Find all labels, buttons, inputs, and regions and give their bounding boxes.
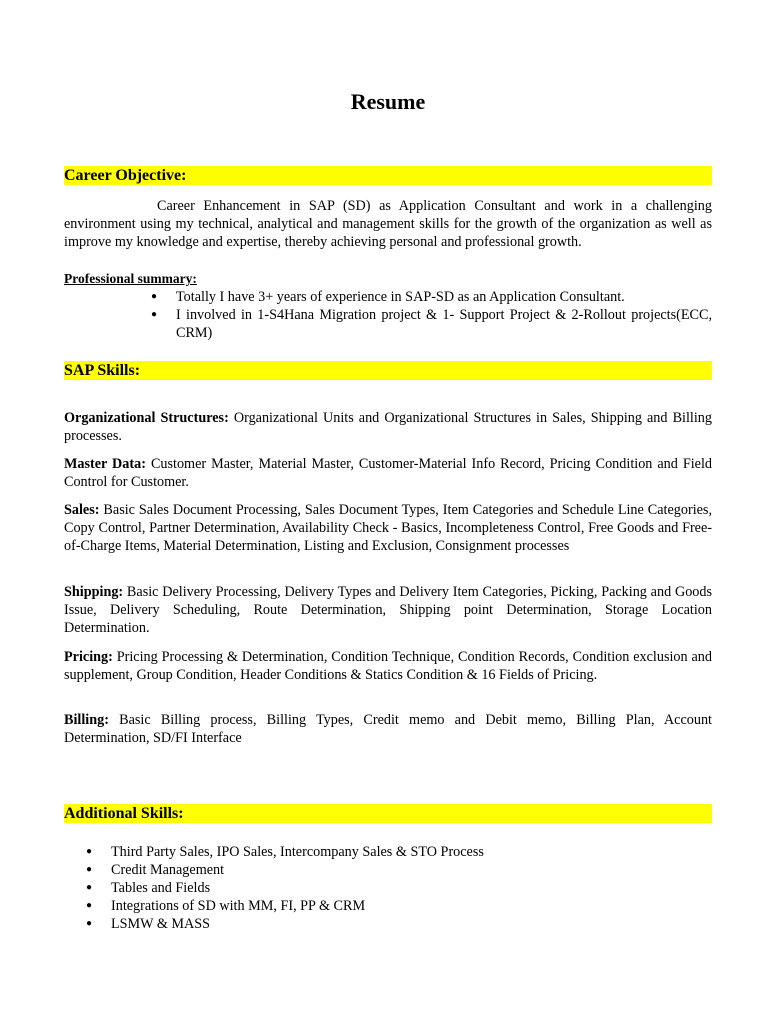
list-item-text: Totally I have 3+ years of experience in SAP-SD as an Application Consultant. — [176, 289, 625, 305]
list-item-text: Credit Management — [111, 862, 225, 878]
list-item-text: Third Party Sales, IPO Sales, Intercompany Sales & STO Process — [111, 844, 484, 860]
skill-pricing — [64, 648, 712, 684]
bullet-icon: ● — [86, 918, 93, 929]
skill-organizational-structures — [64, 409, 712, 445]
skill-label: Master Data: — [64, 456, 146, 472]
sap-skills-heading: SAP Skills: — [64, 361, 712, 380]
list-item — [151, 288, 712, 306]
bullet-icon: ● — [151, 309, 158, 320]
skill-label: Sales: — [64, 502, 100, 518]
skill-text: Organizational Units and Organizational Structures in Sales, Shipping and Billing processes. — [64, 410, 712, 444]
skill-text: Basic Sales Document Processing, Sales Document Types, Item Categories and Schedule Line Categories, Copy Control, Partner Determination, Availability Check - Basics, Incompleteness Control, Free Goods and Free-of-Charge Items, Material Determination, Listing and Exclusion, Consignment processes — [64, 502, 712, 554]
skill-sales — [64, 501, 712, 555]
professional-summary-list — [151, 288, 712, 342]
skill-text: Customer Master, Material Master, Customer-Material Info Record, Pricing Condition and Field Control for Customer. — [64, 456, 713, 490]
list-item — [86, 915, 691, 933]
career-objective-text: Career Enhancement in SAP (SD) as Application Consultant and work in a challenging environment using my technical, analytical and management skills for the growth of the organization as well as improve my knowledge and expertise, thereby achieving personal and professional growth. — [64, 198, 712, 250]
list-item-text: Integrations of SD with MM, FI, PP & CRM — [111, 898, 366, 914]
skill-label: Pricing: — [64, 649, 113, 665]
bullet-icon: ● — [86, 900, 93, 911]
skill-label: Shipping: — [64, 584, 124, 600]
skill-text: Basic Billing process, Billing Types, Credit memo and Debit memo, Billing Plan, Account Determination, SD/FI Interface — [64, 712, 712, 746]
skill-billing — [64, 711, 712, 747]
bullet-icon: ● — [86, 882, 93, 893]
list-item — [86, 861, 691, 879]
list-item-text: LSMW & MASS — [111, 916, 211, 932]
additional-skills-heading: Additional Skills: — [64, 804, 712, 823]
skill-shipping — [64, 583, 712, 637]
list-item — [86, 843, 691, 861]
list-item-text: Tables and Fields — [111, 880, 211, 896]
list-item — [86, 897, 691, 915]
bullet-icon: ● — [86, 864, 93, 875]
professional-summary-heading: Professional summary: — [64, 271, 197, 286]
skill-text: Pricing Processing & Determination, Condition Technique, Condition Records, Condition exclusion and supplement, Group Condition, Header Conditions & Statics Condition & 16 Fields of Pricing. — [64, 649, 712, 683]
skill-text: Basic Delivery Processing, Delivery Types and Delivery Item Categories, Picking, Packing and Goods Issue, Delivery Scheduling, Route Determination, Shipping point Determination, Storage Location Determination. — [64, 584, 712, 636]
page-title: Resume — [350, 89, 426, 114]
career-objective-heading: Career Objective: — [64, 166, 712, 185]
list-item — [151, 306, 712, 342]
skill-label: Organizational Structures: — [64, 410, 229, 426]
list-item-text: I involved in 1-S4Hana Migration project & 1- Support Project & 2-Rollout projects(ECC, CRM) — [176, 307, 712, 341]
additional-skills-list — [86, 843, 691, 933]
list-item — [86, 879, 691, 897]
bullet-icon: ● — [86, 846, 93, 857]
skill-label: Billing: — [64, 712, 109, 728]
bullet-icon: ● — [151, 291, 158, 302]
skill-master-data — [64, 455, 712, 491]
